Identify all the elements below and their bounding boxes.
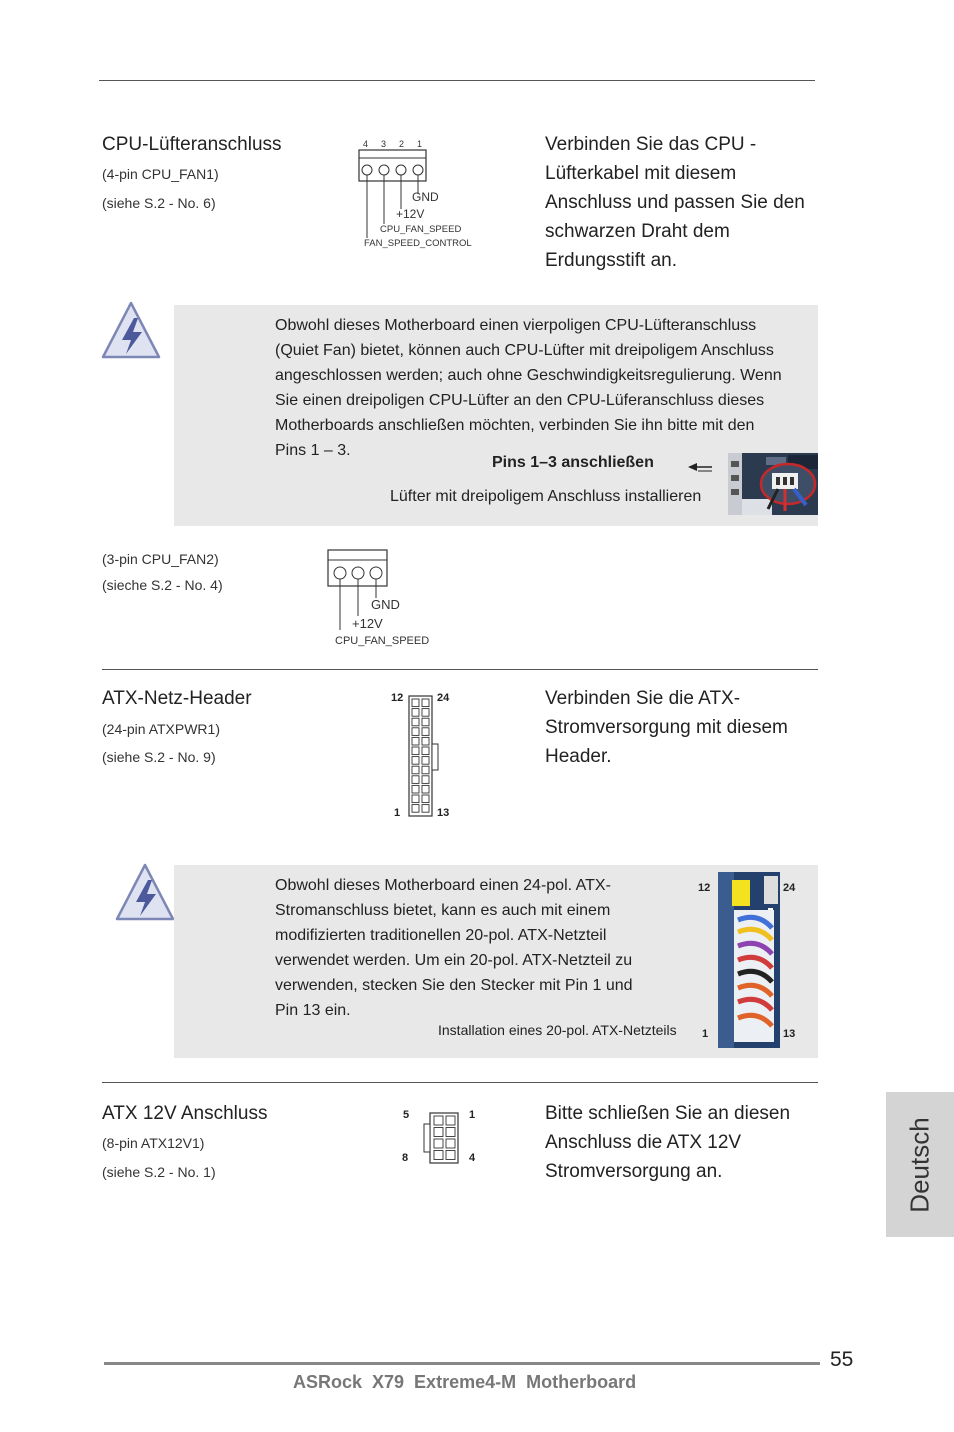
- connector-pin-cell: [422, 795, 429, 803]
- note-line: Obwohl dieses Motherboard einen 24-pol. ATX-: [275, 877, 611, 894]
- cpu-fan-speed-label: CPU_FAN_SPEED: [380, 224, 462, 235]
- photo-pin-24: 24: [783, 882, 796, 894]
- desc-line: Stromversorgung an.: [545, 1161, 723, 1182]
- section-divider: [102, 669, 818, 670]
- section-divider: [102, 1082, 818, 1083]
- atx12v-8pin-connector-diagram: [420, 1110, 462, 1166]
- note-line: (Quiet Fan) bietet, können auch CPU-Lüfter mit dreipoligem Anschluss: [275, 342, 774, 359]
- atx-pin-13: 13: [437, 807, 450, 819]
- footer-title: ASRock X79 Extreme4-M Motherboard: [293, 1372, 637, 1392]
- desc-line: Anschluss und passen Sie den: [545, 192, 805, 213]
- fan-note-text: [275, 313, 815, 463]
- atx12v-spec: (8-pin ATX12V1): [102, 1135, 205, 1151]
- note-line: Motherboards anschließen möchten, verbinden Sie ihn bitte mit den: [275, 417, 755, 434]
- connector-pin-cell: [422, 747, 429, 755]
- connector-pin-cell: [422, 766, 429, 774]
- page-number: 55: [830, 1348, 854, 1371]
- footer-rule: [104, 1362, 820, 1365]
- connector-pin-cell: [422, 728, 429, 736]
- pin-label-1: 1: [417, 139, 423, 149]
- note-line: Obwohl dieses Motherboard einen vierpoligen CPU-Lüfteranschluss: [275, 317, 757, 334]
- connector-pin-cell: [422, 757, 429, 765]
- note-line: Pins 1 – 3.: [275, 442, 351, 459]
- warning-icon: [114, 862, 176, 922]
- install-three-pin-label: Lüfter mit dreipoligem Anschluss installieren: [390, 488, 702, 505]
- language-tab: [886, 1092, 954, 1237]
- pins-connect-label: Pins 1–3 anschließen: [492, 454, 654, 471]
- atx-pin-24: 24: [437, 692, 450, 704]
- connector-pin-cell: [412, 728, 419, 736]
- note-line: verwenden, stecken Sie den Stecker mit Pin 1 und: [275, 977, 633, 994]
- cpu-fan-ref: (siehe S.2 - No. 6): [102, 195, 216, 211]
- connector-pin-cell: [422, 785, 429, 793]
- connector-pin-cell: [422, 699, 429, 707]
- gnd-label: GND: [371, 597, 400, 612]
- atx12v-pin-4: 4: [469, 1152, 476, 1164]
- note-line: verwendet werden. Um ein 20-pol. ATX-Netzteil zu: [275, 952, 633, 969]
- atx-power-ref: (siehe S.2 - No. 9): [102, 749, 216, 765]
- connector-pin-cell: [422, 709, 429, 717]
- cpu-fan-description: [545, 130, 825, 275]
- connector-pin-cell: [412, 737, 419, 745]
- connector-pin-cell: [422, 737, 429, 745]
- atx-20pin-caption: Installation eines 20-pol. ATX-Netzteils: [438, 1022, 677, 1038]
- atx12v-description: [545, 1099, 825, 1186]
- cpu-fan2-spec: (3-pin CPU_FAN2): [102, 551, 219, 567]
- cpu-fan-speed-label: CPU_FAN_SPEED: [335, 635, 430, 647]
- desc-line: Verbinden Sie das CPU -: [545, 134, 757, 155]
- atx-power-spec: (24-pin ATXPWR1): [102, 721, 220, 737]
- 12v-label: +12V: [396, 207, 425, 221]
- cpu-fan2-ref: (sieche S.2 - No. 4): [102, 577, 223, 593]
- connector-pin-cell: [412, 795, 419, 803]
- connector-pin-cell: [412, 757, 419, 765]
- desc-line: Erdungsstift an.: [545, 250, 678, 271]
- 12v-label: +12V: [352, 616, 383, 631]
- fan-speed-control-label: FAN_SPEED_CONTROL: [364, 238, 472, 249]
- atx-pin-1: 1: [394, 807, 401, 819]
- connector-pin-cell: [412, 699, 419, 707]
- connector-pin-cell: [412, 805, 419, 813]
- warning-icon: [100, 300, 162, 360]
- atx-power-title: ATX-Netz-Header: [102, 688, 252, 709]
- cpu-fan-spec: (4-pin CPU_FAN1): [102, 166, 219, 182]
- desc-line: Bitte schließen Sie an diesen: [545, 1103, 791, 1124]
- connector-pin-cell: [412, 785, 419, 793]
- desc-line: schwarzen Draht dem: [545, 221, 730, 242]
- connector-pin-cell: [412, 718, 419, 726]
- connector-pin-cell: [446, 1128, 455, 1137]
- atx-note-text: [275, 873, 675, 1023]
- connector-pin-cell: [422, 776, 429, 784]
- pin-label-2: 2: [399, 139, 405, 149]
- connector-pin-cell: [434, 1139, 443, 1148]
- arrow-left-icon: [686, 460, 714, 474]
- atx12v-title: ATX 12V Anschluss: [102, 1103, 268, 1124]
- connector-pin-cell: [434, 1128, 443, 1137]
- atx-pin-12: 12: [391, 692, 404, 704]
- atx12v-pin-1: 1: [469, 1109, 476, 1121]
- connector-pin-cell: [446, 1116, 455, 1125]
- atx-20pin-photo: [718, 872, 780, 1048]
- top-rule: [99, 80, 815, 81]
- atx12v-pin-5: 5: [403, 1109, 410, 1121]
- desc-line: Anschluss die ATX 12V: [545, 1132, 742, 1153]
- connector-pin-cell: [412, 766, 419, 774]
- photo-pin-12: 12: [698, 882, 711, 894]
- connector-pin-cell: [434, 1151, 443, 1160]
- connector-pin-cell: [434, 1116, 443, 1125]
- pin-label-4: 4: [363, 139, 369, 149]
- note-line: Stromanschluss bietet, kann es auch mit einem: [275, 902, 611, 919]
- desc-line: Stromversorgung mit diesem: [545, 717, 788, 738]
- note-line: angeschlossen werden; auch ohne Geschwindigkeitsregulierung. Wenn: [275, 367, 782, 384]
- photo-pin-13: 13: [783, 1028, 796, 1040]
- note-line: modifizierten traditionellen 20-pol. ATX-Netzteil: [275, 927, 607, 944]
- connector-pin-cell: [422, 805, 429, 813]
- cpu-fan1-connector-diagram: [350, 136, 490, 251]
- language-tab-label: Deutsch: [904, 1116, 935, 1213]
- note-line: Pin 13 ein.: [275, 1002, 351, 1019]
- connector-pin-cell: [422, 718, 429, 726]
- connector-pin-cell: [412, 776, 419, 784]
- atx12v-pin-8: 8: [402, 1152, 409, 1164]
- cpu-fan2-connector-diagram: [320, 546, 450, 650]
- desc-line: Verbinden Sie die ATX-: [545, 688, 741, 709]
- desc-line: Header.: [545, 746, 612, 767]
- connector-pin-cell: [446, 1151, 455, 1160]
- gnd-label: GND: [412, 190, 439, 204]
- cpu-fan-title: CPU-Lüfteranschluss: [102, 134, 282, 155]
- connector-pin-cell: [446, 1139, 455, 1148]
- atx12v-ref: (siehe S.2 - No. 1): [102, 1164, 216, 1180]
- fan-header-photo: [728, 453, 818, 515]
- desc-line: Lüfterkabel mit diesem: [545, 163, 737, 184]
- atx-power-description: [545, 684, 825, 771]
- photo-pin-1: 1: [702, 1028, 709, 1040]
- connector-pin-cell: [412, 747, 419, 755]
- connector-pin-cell: [412, 709, 419, 717]
- note-line: Sie einen dreipoligen CPU-Lüfter an den CPU-Lüferanschluss dieses: [275, 392, 765, 409]
- pin-label-3: 3: [381, 139, 387, 149]
- atx-24pin-connector-diagram: [406, 694, 442, 820]
